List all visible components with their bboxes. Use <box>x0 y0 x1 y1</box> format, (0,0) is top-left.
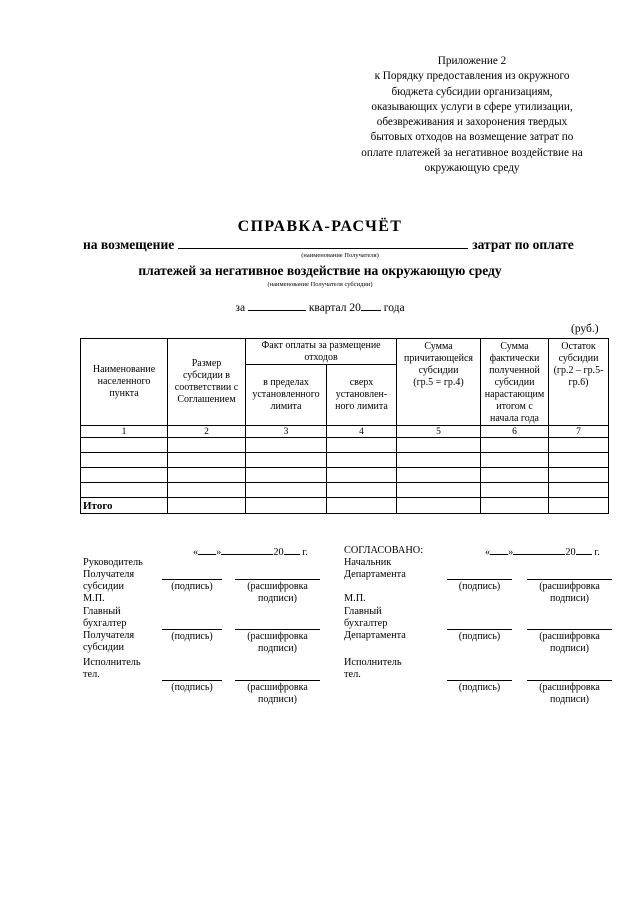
sign-caption: (подпись) <box>171 631 213 642</box>
column-number: 1 <box>81 426 168 438</box>
title-line-2: платежей за негативное воздействие на окружающую среду <box>138 263 502 278</box>
sign-caption: (подпись) <box>171 581 213 592</box>
right-mp-label: М.П. <box>344 593 366 604</box>
header-settlement: Наименование населенного пункта <box>81 339 168 426</box>
header-subsidy-size: Размер субсидии в соответствии с Соглашением <box>168 339 246 426</box>
sign-caption: (подпись) <box>458 631 501 642</box>
right-month-field[interactable] <box>513 545 565 555</box>
currency-label: (руб.) <box>571 323 599 335</box>
left-date-line: « » 20 г. <box>193 547 308 558</box>
total-label: Итого <box>81 498 168 514</box>
sign-caption: (подпись) <box>458 682 501 693</box>
left-mp-label: М.П. <box>83 593 105 604</box>
left-executor-label: Исполнитель тел. <box>83 657 141 680</box>
line1-prefix: на возмещение <box>83 237 175 252</box>
decode-caption: (расшифровка подписи) <box>247 682 308 705</box>
period-prefix: за <box>235 302 246 314</box>
appendix-line: бытовых отходов на возмещение затрат по <box>370 131 574 144</box>
right-head-signature-line[interactable] <box>447 579 512 580</box>
header-due-subsidy: Сумма причитающейся субсидии (гр.5 = гр.4) <box>397 339 481 426</box>
left-head-label: Руководитель Получателя субсидии <box>83 557 143 592</box>
right-year-field[interactable] <box>576 545 592 555</box>
right-accountant-decode-line[interactable] <box>527 629 612 630</box>
decode-caption: (расшифровка подписи) <box>539 682 600 705</box>
header-over-limit: сверх установлен- ного лимита <box>327 365 397 426</box>
appendix-line: оказывающих услуги в сфере утилизации, <box>371 100 573 113</box>
left-executor-signature-line[interactable] <box>162 680 222 681</box>
quarter-field[interactable] <box>248 299 306 311</box>
left-month-field[interactable] <box>221 545 273 555</box>
table-row[interactable] <box>81 483 609 498</box>
appendix-line: Приложение 2 <box>437 55 507 67</box>
column-number: 5 <box>397 426 481 438</box>
title-line-1 <box>83 236 574 253</box>
sign-caption: (подпись) <box>458 581 501 592</box>
column-numbers-row <box>81 426 609 438</box>
left-accountant-label: Главный бухгалтер Получателя субсидии <box>83 606 135 653</box>
column-number: 4 <box>327 426 397 438</box>
left-day-field[interactable] <box>198 545 216 555</box>
table-row[interactable] <box>81 438 609 453</box>
right-day-field[interactable] <box>490 545 508 555</box>
left-executor-decode-line[interactable] <box>235 680 320 681</box>
recipient-name-field[interactable] <box>178 236 468 249</box>
appendix-header <box>330 54 614 176</box>
recipient-subsidy-caption: (наименование Получателя субсидии) <box>267 281 373 288</box>
appendix-line: бюджета субсидии организациям, <box>391 85 553 98</box>
appendix-line: к Порядку предоставления из окружного <box>374 70 570 83</box>
appendix-line: оплате платежей за негативное воздействие на <box>361 146 583 159</box>
total-row[interactable] <box>81 498 609 514</box>
document-title: СПРАВКА-РАСЧЁТ <box>237 218 403 235</box>
table-row[interactable] <box>81 453 609 468</box>
appendix-line: окружающую среду <box>424 162 520 175</box>
left-head-decode-line[interactable] <box>235 579 320 580</box>
header-within-limit: в пределах установленного лимита <box>246 365 327 426</box>
right-accountant-label: Главный бухгалтер Департамента <box>344 606 406 641</box>
header-fact-payment: Факт оплаты за размещение отходов <box>246 339 397 365</box>
sign-caption: (подпись) <box>171 682 213 693</box>
recipient-caption: (наименование Получателя) <box>301 252 379 259</box>
decode-caption: (расшифровка подписи) <box>539 631 600 654</box>
column-number: 3 <box>246 426 327 438</box>
decode-caption: (расшифровка подписи) <box>247 631 308 654</box>
period-line <box>0 299 640 314</box>
right-date-line: « » 20 г. <box>485 547 600 558</box>
period-middle: квартал 20 <box>308 302 361 314</box>
header-received-subsidy: Сумма фактически полученной субсидии нарастающим итогом с начала года <box>481 339 549 426</box>
decode-caption: (расшифровка подписи) <box>247 581 308 604</box>
line1-suffix: затрат по оплате <box>472 237 574 252</box>
year-field[interactable] <box>361 299 381 311</box>
left-accountant-signature-line[interactable] <box>162 629 222 630</box>
left-head-signature-line[interactable] <box>162 579 222 580</box>
column-number: 7 <box>549 426 609 438</box>
right-executor-signature-line[interactable] <box>447 680 512 681</box>
column-number: 6 <box>481 426 549 438</box>
header-remaining-subsidy: Остаток субсидии (гр.2 – гр.5- гр.6) <box>549 339 609 426</box>
right-head-label: Начальник Департамента <box>344 557 406 580</box>
agreed-label: СОГЛАСОВАНО: <box>344 545 424 556</box>
right-accountant-signature-line[interactable] <box>447 629 512 630</box>
left-year-field[interactable] <box>284 545 300 555</box>
period-suffix: года <box>383 302 405 314</box>
right-head-decode-line[interactable] <box>527 579 612 580</box>
appendix-line: обезвреживания и захоронения твердых <box>376 116 568 129</box>
calculation-table <box>80 338 609 514</box>
right-executor-label: Исполнитель тел. <box>344 657 402 680</box>
table-row[interactable] <box>81 468 609 483</box>
column-number: 2 <box>168 426 246 438</box>
left-accountant-decode-line[interactable] <box>235 629 320 630</box>
right-executor-decode-line[interactable] <box>527 680 612 681</box>
decode-caption: (расшифровка подписи) <box>539 581 600 604</box>
